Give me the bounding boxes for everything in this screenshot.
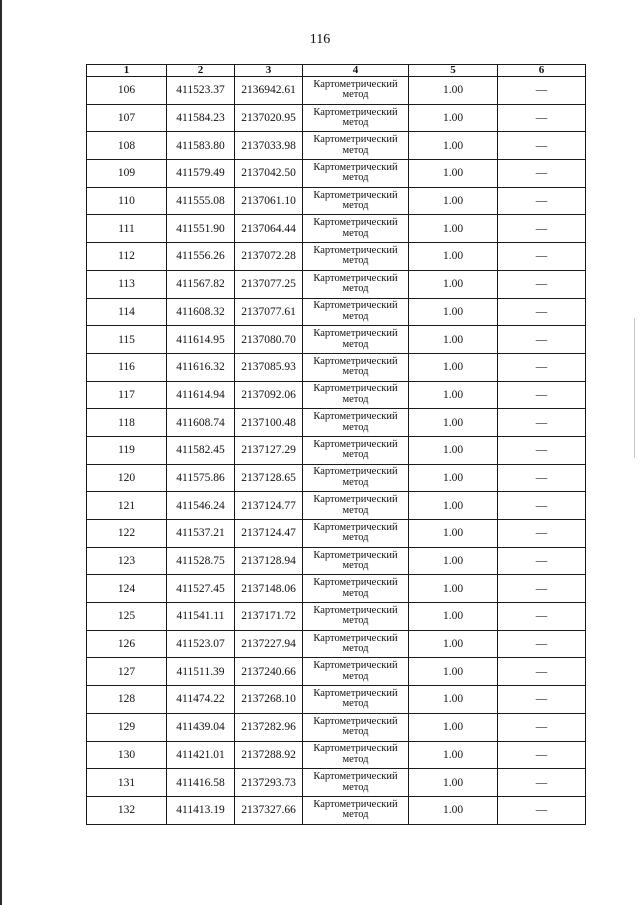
- accuracy-cell: 1.00: [409, 215, 498, 243]
- description-cell: —: [498, 270, 586, 298]
- method-text-line-1: Картометрический: [313, 604, 398, 616]
- method-text-line-2: метод: [342, 532, 369, 544]
- table-row: [87, 575, 586, 603]
- scan-left-edge: [0, 0, 2, 905]
- x-coordinate-cell: 411527.45: [167, 575, 235, 603]
- description-cell: —: [498, 547, 586, 575]
- description-cell: —: [498, 603, 586, 631]
- method-text-line-2: метод: [342, 144, 369, 156]
- accuracy-cell: 1.00: [409, 547, 498, 575]
- table-row: [87, 769, 586, 797]
- accuracy-cell: 1.00: [409, 187, 498, 215]
- method-text-line-1: Картометрический: [313, 743, 398, 755]
- point-number-cell: 108: [87, 132, 167, 160]
- method-text-line-2: метод: [342, 615, 369, 627]
- table-row: [87, 492, 586, 520]
- header-col-1: 1: [87, 65, 167, 77]
- method-cell: [303, 630, 409, 658]
- method-text-line-2: метод: [342, 504, 369, 516]
- method-text-line-1: Картометрический: [313, 687, 398, 699]
- x-coordinate-cell: 411555.08: [167, 187, 235, 215]
- y-coordinate-cell: 2137227.94: [235, 630, 303, 658]
- y-coordinate-cell: 2137128.65: [235, 464, 303, 492]
- table-row: [87, 187, 586, 215]
- x-coordinate-cell: 411582.45: [167, 436, 235, 464]
- description-cell: —: [498, 160, 586, 188]
- description-cell: —: [498, 353, 586, 381]
- method-text-line-1: Картометрический: [313, 189, 398, 201]
- x-coordinate-cell: 411541.11: [167, 603, 235, 631]
- method-text-line-2: метод: [342, 421, 369, 433]
- description-cell: —: [498, 575, 586, 603]
- description-cell: —: [498, 132, 586, 160]
- method-text-line-1: Картометрический: [313, 798, 398, 810]
- x-coordinate-cell: 411537.21: [167, 520, 235, 548]
- x-coordinate-cell: 411528.75: [167, 547, 235, 575]
- x-coordinate-cell: 411584.23: [167, 104, 235, 132]
- table-row: [87, 270, 586, 298]
- method-cell: [303, 796, 409, 824]
- description-cell: —: [498, 298, 586, 326]
- table-row: [87, 547, 586, 575]
- point-number-cell: 127: [87, 658, 167, 686]
- accuracy-cell: 1.00: [409, 132, 498, 160]
- point-number-cell: 107: [87, 104, 167, 132]
- accuracy-cell: 1.00: [409, 353, 498, 381]
- description-cell: —: [498, 215, 586, 243]
- description-cell: —: [498, 630, 586, 658]
- description-cell: —: [498, 187, 586, 215]
- y-coordinate-cell: 2137080.70: [235, 326, 303, 354]
- method-text-line-1: Картометрический: [313, 411, 398, 423]
- description-cell: —: [498, 686, 586, 714]
- method-cell: [303, 104, 409, 132]
- x-coordinate-cell: 411567.82: [167, 270, 235, 298]
- description-cell: —: [498, 658, 586, 686]
- point-number-cell: 116: [87, 353, 167, 381]
- x-coordinate-cell: 411614.94: [167, 381, 235, 409]
- y-coordinate-cell: 2137128.94: [235, 547, 303, 575]
- table-row: [87, 326, 586, 354]
- description-cell: —: [498, 492, 586, 520]
- y-coordinate-cell: 2137020.95: [235, 104, 303, 132]
- method-cell: [303, 520, 409, 548]
- description-cell: —: [498, 769, 586, 797]
- method-text-line-2: метод: [342, 310, 369, 322]
- point-number-cell: 117: [87, 381, 167, 409]
- method-text-line-1: Картометрический: [313, 549, 398, 561]
- table-row: [87, 741, 586, 769]
- x-coordinate-cell: 411421.01: [167, 741, 235, 769]
- point-number-cell: 118: [87, 409, 167, 437]
- method-text-line-1: Картометрический: [313, 300, 398, 312]
- method-text-line-2: метод: [342, 698, 369, 710]
- point-number-cell: 126: [87, 630, 167, 658]
- header-col-6: 6: [498, 65, 586, 77]
- x-coordinate-cell: 411523.37: [167, 77, 235, 105]
- method-text-line-2: метод: [342, 200, 369, 212]
- table-row: [87, 215, 586, 243]
- y-coordinate-cell: 2137085.93: [235, 353, 303, 381]
- y-coordinate-cell: 2137268.10: [235, 686, 303, 714]
- x-coordinate-cell: 411474.22: [167, 686, 235, 714]
- method-text-line-1: Картометрический: [313, 577, 398, 589]
- accuracy-cell: 1.00: [409, 77, 498, 105]
- method-text-line-2: метод: [342, 670, 369, 682]
- method-cell: [303, 215, 409, 243]
- method-cell: [303, 298, 409, 326]
- method-text-line-2: метод: [342, 366, 369, 378]
- method-cell: [303, 160, 409, 188]
- method-cell: [303, 132, 409, 160]
- method-cell: [303, 409, 409, 437]
- table-row: [87, 381, 586, 409]
- y-coordinate-cell: 2137124.47: [235, 520, 303, 548]
- method-text-line-1: Картометрический: [313, 466, 398, 478]
- accuracy-cell: 1.00: [409, 381, 498, 409]
- accuracy-cell: 1.00: [409, 326, 498, 354]
- y-coordinate-cell: 2137148.06: [235, 575, 303, 603]
- x-coordinate-cell: 411523.07: [167, 630, 235, 658]
- method-text-line-1: Картометрический: [313, 383, 398, 395]
- table-row: [87, 603, 586, 631]
- point-number-cell: 120: [87, 464, 167, 492]
- table-row: [87, 436, 586, 464]
- method-text-line-2: метод: [342, 753, 369, 765]
- point-number-cell: 110: [87, 187, 167, 215]
- table-row: [87, 298, 586, 326]
- y-coordinate-cell: 2137100.48: [235, 409, 303, 437]
- point-number-cell: 111: [87, 215, 167, 243]
- accuracy-cell: 1.00: [409, 464, 498, 492]
- point-number-cell: 124: [87, 575, 167, 603]
- method-cell: [303, 603, 409, 631]
- x-coordinate-cell: 411616.32: [167, 353, 235, 381]
- description-cell: —: [498, 409, 586, 437]
- y-coordinate-cell: 2137327.66: [235, 796, 303, 824]
- point-number-cell: 106: [87, 77, 167, 105]
- accuracy-cell: 1.00: [409, 409, 498, 437]
- method-cell: [303, 187, 409, 215]
- method-cell: [303, 547, 409, 575]
- scan-artifact-line: [634, 318, 635, 458]
- accuracy-cell: 1.00: [409, 492, 498, 520]
- method-cell: [303, 741, 409, 769]
- y-coordinate-cell: 2137064.44: [235, 215, 303, 243]
- method-text-line-1: Картометрический: [313, 521, 398, 533]
- method-text-line-1: Картометрический: [313, 660, 398, 672]
- description-cell: —: [498, 796, 586, 824]
- header-col-3: 3: [235, 65, 303, 77]
- table-row: [87, 409, 586, 437]
- accuracy-cell: 1.00: [409, 104, 498, 132]
- x-coordinate-cell: 411614.95: [167, 326, 235, 354]
- y-coordinate-cell: 2137282.96: [235, 713, 303, 741]
- description-cell: —: [498, 741, 586, 769]
- x-coordinate-cell: 411556.26: [167, 243, 235, 271]
- x-coordinate-cell: 411579.49: [167, 160, 235, 188]
- y-coordinate-cell: 2137171.72: [235, 603, 303, 631]
- y-coordinate-cell: 2137072.28: [235, 243, 303, 271]
- x-coordinate-cell: 411439.04: [167, 713, 235, 741]
- method-cell: [303, 686, 409, 714]
- point-number-cell: 114: [87, 298, 167, 326]
- method-text-line-1: Картометрический: [313, 355, 398, 367]
- method-cell: [303, 243, 409, 271]
- accuracy-cell: 1.00: [409, 713, 498, 741]
- y-coordinate-cell: 2137042.50: [235, 160, 303, 188]
- method-text-line-1: Картометрический: [313, 272, 398, 284]
- description-cell: —: [498, 104, 586, 132]
- x-coordinate-cell: 411608.74: [167, 409, 235, 437]
- x-coordinate-cell: 411608.32: [167, 298, 235, 326]
- method-text-line-1: Картометрический: [313, 438, 398, 450]
- x-coordinate-cell: 411551.90: [167, 215, 235, 243]
- point-number-cell: 121: [87, 492, 167, 520]
- point-number-cell: 123: [87, 547, 167, 575]
- description-cell: —: [498, 243, 586, 271]
- method-text-line-2: метод: [342, 781, 369, 793]
- accuracy-cell: 1.00: [409, 769, 498, 797]
- method-text-line-1: Картометрический: [313, 217, 398, 229]
- accuracy-cell: 1.00: [409, 686, 498, 714]
- y-coordinate-cell: 2137240.66: [235, 658, 303, 686]
- table-row: [87, 353, 586, 381]
- accuracy-cell: 1.00: [409, 520, 498, 548]
- method-text-line-2: метод: [342, 172, 369, 184]
- table-row: [87, 520, 586, 548]
- point-number-cell: 115: [87, 326, 167, 354]
- header-col-4: 4: [303, 65, 409, 77]
- method-text-line-2: метод: [342, 89, 369, 101]
- method-text-line-1: Картометрический: [313, 106, 398, 118]
- method-cell: [303, 575, 409, 603]
- method-text-line-2: метод: [342, 255, 369, 267]
- accuracy-cell: 1.00: [409, 630, 498, 658]
- method-cell: [303, 713, 409, 741]
- table-row: [87, 132, 586, 160]
- accuracy-cell: 1.00: [409, 575, 498, 603]
- accuracy-cell: 1.00: [409, 270, 498, 298]
- y-coordinate-cell: 2137293.73: [235, 769, 303, 797]
- method-text-line-2: метод: [342, 587, 369, 599]
- point-number-cell: 130: [87, 741, 167, 769]
- y-coordinate-cell: 2137127.29: [235, 436, 303, 464]
- method-text-line-2: метод: [342, 476, 369, 488]
- method-cell: [303, 77, 409, 105]
- point-number-cell: 125: [87, 603, 167, 631]
- method-cell: [303, 326, 409, 354]
- point-number-cell: 109: [87, 160, 167, 188]
- method-text-line-1: Картометрический: [313, 161, 398, 173]
- method-text-line-1: Картометрический: [313, 78, 398, 90]
- method-cell: [303, 381, 409, 409]
- method-text-line-2: метод: [342, 809, 369, 821]
- accuracy-cell: 1.00: [409, 796, 498, 824]
- method-cell: [303, 436, 409, 464]
- method-text-line-1: Картометрический: [313, 771, 398, 783]
- method-cell: [303, 464, 409, 492]
- accuracy-cell: 1.00: [409, 741, 498, 769]
- method-text-line-1: Картометрический: [313, 244, 398, 256]
- method-text-line-2: метод: [342, 643, 369, 655]
- point-number-cell: 112: [87, 243, 167, 271]
- accuracy-cell: 1.00: [409, 436, 498, 464]
- accuracy-cell: 1.00: [409, 160, 498, 188]
- table-row: [87, 713, 586, 741]
- table-row: [87, 464, 586, 492]
- method-text-line-2: метод: [342, 393, 369, 405]
- description-cell: —: [498, 713, 586, 741]
- method-text-line-2: метод: [342, 338, 369, 350]
- y-coordinate-cell: 2137124.77: [235, 492, 303, 520]
- point-number-cell: 119: [87, 436, 167, 464]
- header-col-2: 2: [167, 65, 235, 77]
- method-text-line-2: метод: [342, 117, 369, 129]
- point-number-cell: 132: [87, 796, 167, 824]
- y-coordinate-cell: 2137033.98: [235, 132, 303, 160]
- y-coordinate-cell: 2137077.61: [235, 298, 303, 326]
- x-coordinate-cell: 411575.86: [167, 464, 235, 492]
- method-cell: [303, 492, 409, 520]
- description-cell: —: [498, 436, 586, 464]
- y-coordinate-cell: 2136942.61: [235, 77, 303, 105]
- point-number-cell: 128: [87, 686, 167, 714]
- method-text-line-1: Картометрический: [313, 632, 398, 644]
- table-row: [87, 686, 586, 714]
- description-cell: —: [498, 381, 586, 409]
- x-coordinate-cell: 411511.39: [167, 658, 235, 686]
- x-coordinate-cell: 411546.24: [167, 492, 235, 520]
- method-cell: [303, 658, 409, 686]
- x-coordinate-cell: 411583.80: [167, 132, 235, 160]
- method-text-line-2: метод: [342, 726, 369, 738]
- method-text-line-2: метод: [342, 560, 369, 572]
- description-cell: —: [498, 77, 586, 105]
- table-row: [87, 160, 586, 188]
- x-coordinate-cell: 411416.58: [167, 769, 235, 797]
- table-row: [87, 77, 586, 105]
- method-text-line-2: метод: [342, 449, 369, 461]
- method-text-line-2: метод: [342, 227, 369, 239]
- table-row: [87, 658, 586, 686]
- table-row: [87, 104, 586, 132]
- table-row: [87, 243, 586, 271]
- table-row: [87, 796, 586, 824]
- method-text-line-1: Картометрический: [313, 494, 398, 506]
- x-coordinate-cell: 411413.19: [167, 796, 235, 824]
- description-cell: —: [498, 326, 586, 354]
- header-col-5: 5: [409, 65, 498, 77]
- point-number-cell: 131: [87, 769, 167, 797]
- method-text-line-1: Картометрический: [313, 715, 398, 727]
- method-cell: [303, 353, 409, 381]
- table-body: [87, 77, 586, 825]
- y-coordinate-cell: 2137092.06: [235, 381, 303, 409]
- method-text-line-1: Картометрический: [313, 328, 398, 340]
- accuracy-cell: 1.00: [409, 298, 498, 326]
- description-cell: —: [498, 520, 586, 548]
- point-number-cell: 129: [87, 713, 167, 741]
- accuracy-cell: 1.00: [409, 603, 498, 631]
- accuracy-cell: 1.00: [409, 243, 498, 271]
- point-number-cell: 113: [87, 270, 167, 298]
- description-cell: —: [498, 464, 586, 492]
- table-row: [87, 630, 586, 658]
- method-text-line-2: метод: [342, 283, 369, 295]
- page-number: 116: [309, 32, 331, 47]
- table-header-row: [87, 65, 586, 77]
- point-number-cell: 122: [87, 520, 167, 548]
- method-cell: [303, 769, 409, 797]
- method-text-line-1: Картометрический: [313, 134, 398, 146]
- accuracy-cell: 1.00: [409, 658, 498, 686]
- y-coordinate-cell: 2137077.25: [235, 270, 303, 298]
- coordinates-table: [86, 64, 586, 825]
- method-cell: [303, 270, 409, 298]
- y-coordinate-cell: 2137288.92: [235, 741, 303, 769]
- y-coordinate-cell: 2137061.10: [235, 187, 303, 215]
